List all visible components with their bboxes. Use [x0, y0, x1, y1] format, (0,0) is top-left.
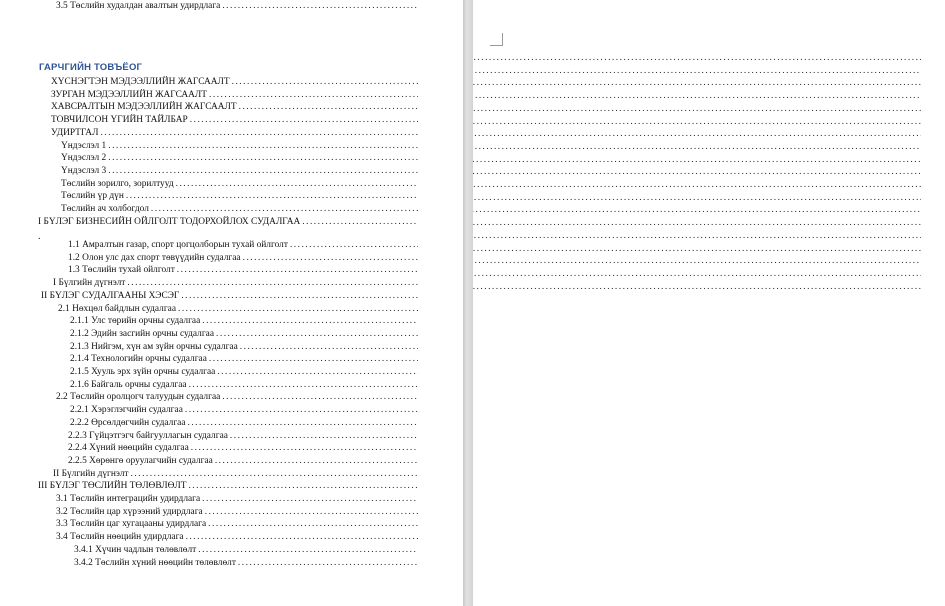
toc-entry[interactable]	[473, 154, 921, 166]
toc-entry[interactable]	[51, 89, 418, 101]
toc-dot-leader	[232, 76, 418, 88]
toc-dot-leader	[473, 65, 921, 77]
toc-entry[interactable]	[56, 0, 418, 12]
toc-entry[interactable]	[473, 116, 921, 128]
toc-dot-leader	[181, 290, 418, 302]
toc-entry-title: 2.1 Нөхцөл байдлын судалгаа	[58, 303, 176, 314]
toc-dot-leader	[473, 166, 921, 178]
toc-entry[interactable]	[473, 243, 921, 255]
toc-dot-leader	[127, 277, 418, 289]
toc-entry-title: УДИРТГАЛ	[51, 127, 99, 138]
toc-dot-leader	[243, 252, 418, 264]
toc-dot-leader	[473, 103, 921, 115]
toc-entry[interactable]	[68, 442, 418, 454]
toc-dot-leader	[208, 518, 418, 530]
toc-dot-leader	[230, 430, 418, 442]
toc-entry-title: 3.5 Төслийн худалдан авалтын удирдлага	[56, 1, 221, 11]
toc-entry-title: 3.2 Төслийн цар хүрээний удирдлага	[56, 506, 203, 517]
toc-entry[interactable]	[53, 468, 418, 480]
toc-entry[interactable]	[70, 328, 418, 340]
toc-entry-title: 2.1.6 Байгаль орчны судалгаа	[70, 379, 187, 390]
toc-entry[interactable]	[70, 341, 418, 353]
toc-dot-leader	[108, 152, 418, 164]
toc-entry-title: I Бүлгийн дүгнэлт	[53, 278, 126, 289]
toc-entry[interactable]	[473, 179, 921, 191]
toc-entry[interactable]	[70, 366, 418, 378]
toc-entry-title: 2.1.4 Технологийн орчны судалгаа	[70, 354, 207, 365]
toc-entry[interactable]	[51, 101, 418, 113]
toc-entry-title: 3.1 Төслийн интеграцийн удирдлага	[56, 494, 201, 504]
toc-dot-leader	[216, 328, 418, 340]
toc-entry[interactable]	[68, 430, 418, 442]
toc-entry[interactable]	[56, 518, 418, 530]
toc-entry[interactable]	[473, 103, 921, 115]
toc-dot-leader	[100, 127, 418, 139]
toc-entry[interactable]	[70, 315, 418, 327]
toc-entry[interactable]	[53, 277, 418, 289]
toc-dot-leader	[185, 404, 418, 416]
toc-entry[interactable]	[473, 268, 921, 280]
toc-dot-leader	[176, 178, 418, 190]
toc-dot-leader	[473, 154, 921, 166]
toc-entry[interactable]	[473, 77, 921, 89]
toc-dot-leader	[189, 379, 418, 391]
toc-dot-leader	[473, 255, 921, 267]
toc-dot-leader	[108, 165, 418, 177]
toc-dot-leader	[473, 230, 921, 242]
toc-entry[interactable]	[473, 128, 921, 140]
toc-entry[interactable]	[38, 216, 418, 228]
toc-dot-leader	[177, 264, 418, 276]
toc-dot-leader	[238, 557, 418, 569]
page-gutter	[463, 0, 473, 606]
toc-dot-leader	[202, 315, 418, 327]
toc-entry-title: 2.1.3 Нийгэм, хүн ам зүйн орчны судалгаа	[70, 341, 238, 352]
toc-entry[interactable]	[68, 264, 418, 276]
toc-dot-leader	[222, 391, 418, 403]
toc-entry[interactable]	[58, 303, 418, 315]
toc-entry[interactable]	[473, 166, 921, 178]
toc-entry-title: 3.4.2 Төслийн хүний нөөцийн төлөвлөлт	[74, 557, 236, 568]
toc-entry-title: 2.2 Төслийн оролцогч талуудын судалгаа	[56, 392, 221, 403]
toc-entry[interactable]	[56, 493, 418, 505]
toc-entry[interactable]	[473, 281, 921, 293]
toc-dot-leader	[302, 216, 418, 228]
toc-entry[interactable]	[61, 165, 418, 177]
toc-dot-leader	[209, 89, 418, 101]
toc-entry-title: 3.4.1 Хүчин чадлын төлөвлөлт	[74, 544, 197, 555]
toc-entry[interactable]	[61, 140, 418, 152]
toc-entry[interactable]	[68, 455, 418, 467]
toc-dot-leader	[473, 204, 921, 216]
stray-period: .	[38, 231, 41, 242]
toc-dot-leader	[209, 353, 418, 365]
toc-entry[interactable]	[68, 239, 418, 251]
toc-entry-title: ЗУРГАН МЭДЭЭЛЛИЙН ЖАГСААЛТ	[51, 89, 207, 100]
toc-entry[interactable]	[38, 480, 418, 492]
toc-entry-title: ТОВЧИЛСОН ҮГИЙН ТАЙЛБАР	[51, 115, 188, 126]
toc-entry-title: 3.3 Төслийн цаг хугацааны удирдлага	[56, 519, 207, 530]
toc-entry[interactable]	[70, 404, 418, 416]
toc-entry-title: I БҮЛЭГ БИЗНЕСИЙН ОЙЛГОЛТ ТОДОРХОЙЛОХ СУДАЛГАА	[38, 216, 301, 227]
toc-entry-title: II Бүлгийн дүгнэлт	[53, 468, 129, 479]
toc-entry[interactable]	[61, 190, 418, 202]
toc-dot-leader	[222, 0, 418, 12]
toc-entry[interactable]	[473, 52, 921, 64]
toc-dot-leader	[473, 52, 921, 64]
toc-entry[interactable]	[473, 90, 921, 102]
toc-entry-title: 2.2.4 Хүний нөөцийн судалгаа	[68, 443, 189, 454]
toc-dot-leader	[473, 281, 921, 293]
toc-dot-leader	[473, 77, 921, 89]
toc-entry[interactable]	[74, 544, 418, 556]
toc-dot-leader	[190, 114, 418, 126]
toc-entry[interactable]	[61, 178, 418, 190]
toc-entry[interactable]	[56, 506, 418, 518]
toc-entry[interactable]	[61, 152, 418, 164]
toc-dot-leader	[188, 480, 418, 492]
toc-entry[interactable]	[473, 217, 921, 229]
toc-entry[interactable]	[74, 557, 418, 569]
toc-dot-leader	[473, 141, 921, 153]
toc-entry-title: 2.1.2 Эдийн засгийн орчны судалгаа	[70, 328, 214, 339]
toc-entry[interactable]	[51, 114, 418, 126]
toc-dot-leader	[151, 203, 418, 215]
toc-dot-leader	[215, 455, 418, 467]
toc-entry[interactable]	[41, 290, 418, 302]
toc-entry-title: ХАВСРАЛТЫН МЭДЭЭЛЛИЙН ЖАГСААЛТ	[51, 102, 237, 113]
toc-entry[interactable]	[473, 141, 921, 153]
toc-dot-leader	[178, 303, 418, 315]
toc-entry-title: 1.2 Олон улс дах спорт төвүүдийн судалгаа	[68, 252, 241, 263]
toc-entry-title: ХҮСНЭГТЭН МЭДЭЭЛЛИЙН ЖАГСААЛТ	[51, 77, 230, 87]
toc-entry-title: 2.2.5 Хөрөнгө оруулагчийн судалгаа	[68, 455, 213, 466]
toc-entry-title: Үндэслэл 2	[61, 153, 107, 164]
toc-entry-title: 3.4 Төслийн нөөцийн удирдлага	[56, 532, 184, 543]
toc-dot-leader	[473, 116, 921, 128]
toc-entry[interactable]	[70, 379, 418, 391]
toc-entry-title: Үндэслэл 1	[61, 140, 107, 151]
toc-entry-title: 2.2.1 Хэрэглэгчийн судалгаа	[70, 405, 183, 416]
toc-dot-leader	[205, 506, 418, 518]
toc-dot-leader	[473, 192, 921, 204]
toc-entry[interactable]	[473, 192, 921, 204]
toc-dot-leader	[290, 239, 418, 251]
toc-dot-leader	[473, 179, 921, 191]
toc-title: ГАРЧГИЙН ТОВЪЁОГ	[39, 62, 143, 73]
toc-entry[interactable]	[70, 417, 418, 429]
toc-entry-title: Төслийн ач холбогдол	[61, 204, 149, 214]
toc-dot-leader	[108, 140, 418, 152]
toc-entry-title: 2.1.1 Улс төрийн орчны судалгаа	[70, 316, 201, 327]
toc-dot-leader	[126, 190, 418, 202]
toc-entry-title: 1.1 Амралтын газар, спорт цогцолборын тухай ойлголт	[68, 240, 288, 250]
toc-dot-leader	[240, 341, 418, 353]
toc-dot-leader	[473, 217, 921, 229]
document-page-right	[473, 0, 945, 606]
toc-entry[interactable]	[70, 353, 418, 365]
toc-dot-leader	[473, 90, 921, 102]
toc-dot-leader	[473, 128, 921, 140]
toc-entry-title: 2.2.3 Гүйцэтгэгч байгууллагын судалгаа	[68, 430, 228, 441]
toc-entry-title: Төслийн зорилго, зорилтууд	[61, 178, 174, 189]
toc-dot-leader	[473, 243, 921, 255]
toc-entry-title: 1.3 Төслийн тухай ойлголт	[68, 265, 175, 276]
toc-entry[interactable]	[473, 255, 921, 267]
toc-entry[interactable]	[473, 65, 921, 77]
toc-entry-title: Төслийн үр дүн	[61, 191, 124, 202]
toc-entry[interactable]	[51, 127, 418, 139]
toc-dot-leader	[198, 544, 418, 556]
page-corner-mark	[490, 33, 503, 46]
toc-dot-leader	[191, 442, 418, 454]
toc-entry[interactable]	[68, 252, 418, 264]
toc-dot-leader	[202, 493, 418, 505]
toc-entry[interactable]	[473, 204, 921, 216]
toc-entry[interactable]	[51, 76, 418, 88]
toc-entry[interactable]	[61, 203, 418, 215]
toc-dot-leader	[217, 366, 418, 378]
toc-dot-leader	[239, 101, 418, 113]
toc-entry-title: 2.1.5 Хууль эрх зүйн орчны судалгаа	[70, 367, 216, 377]
toc-entry-title: III БҮЛЭГ ТӨСЛИЙН ТӨЛӨВЛӨЛТ	[38, 481, 187, 492]
toc-dot-leader	[186, 531, 418, 543]
toc-dot-leader	[473, 268, 921, 280]
toc-entry[interactable]	[56, 531, 418, 543]
toc-dot-leader	[187, 417, 418, 429]
toc-entry-title: Үндэслэл 3	[61, 165, 107, 176]
toc-entry[interactable]	[473, 230, 921, 242]
toc-entry-title: 2.2.2 Өрсөлдөгчийн судалгаа	[70, 417, 186, 428]
toc-entry[interactable]	[56, 391, 418, 403]
toc-entry-title: II БҮЛЭГ СУДАЛГААНЫ ХЭСЭГ	[41, 290, 180, 301]
toc-dot-leader	[131, 468, 418, 480]
document-page-left	[0, 0, 463, 606]
